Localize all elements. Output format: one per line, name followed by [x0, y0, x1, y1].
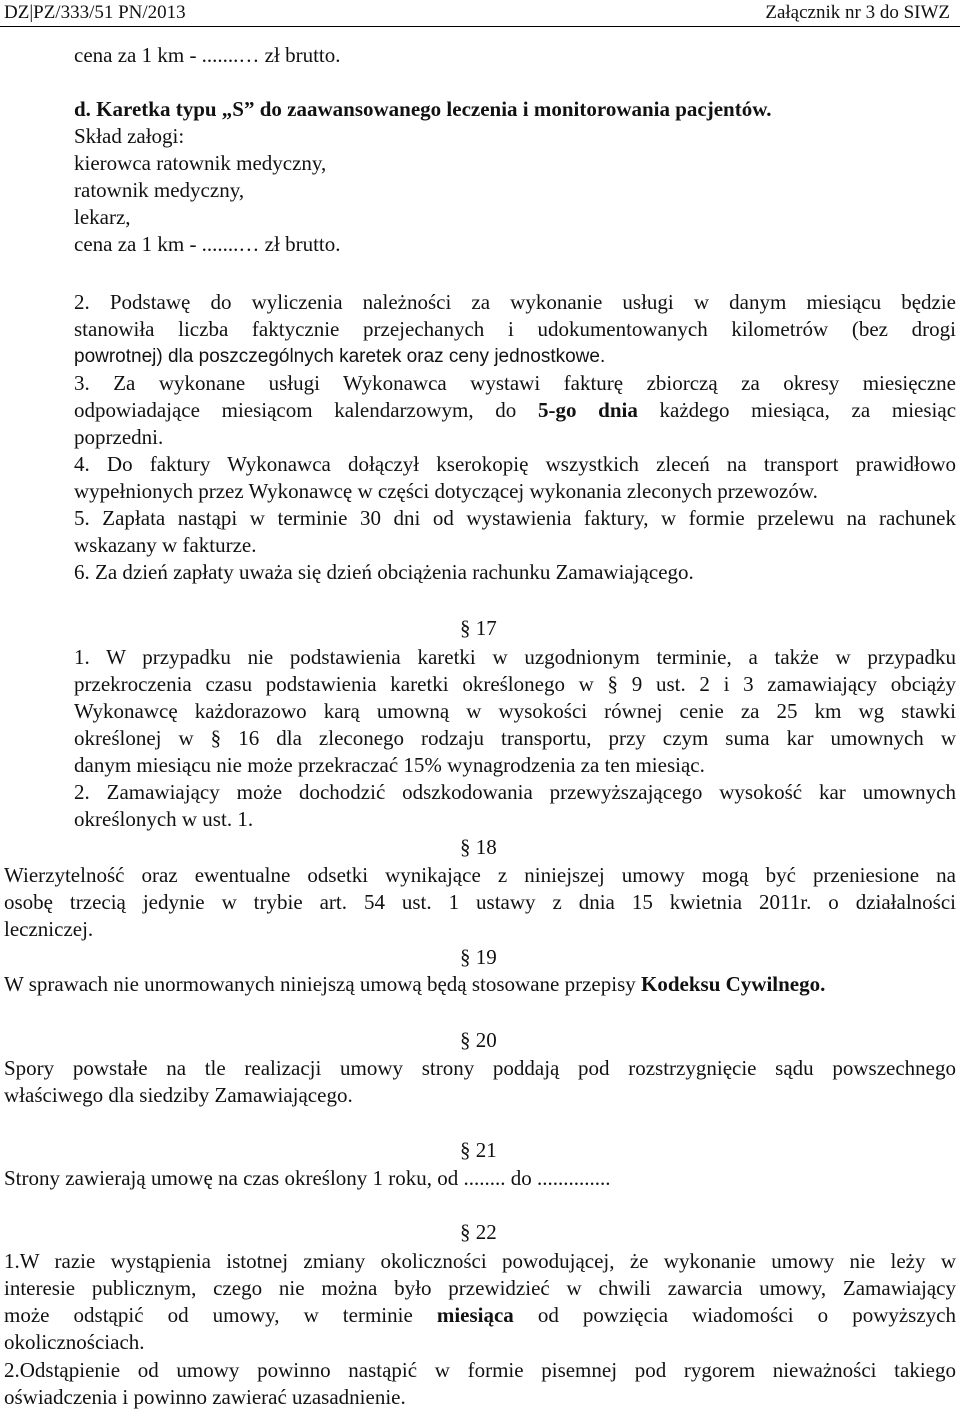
para-6: 6. Za dzień zapłaty uważa się dzień obciążenia rachunku Zamawiającego. [74, 560, 694, 584]
deadline-emphasis: 5-go dnia [537, 398, 638, 422]
s22-line-5: 2.Odstąpienie od umowy powinno nastąpić w formie pisemnej pod rygorem nieważności takiego [4, 1358, 956, 1382]
crew-label: Skład załogi: [74, 124, 185, 148]
para-5-line-1: 5. Zapłata nastąpi w terminie 30 dni od wystawienia faktury, w formie przelewu na rachunek [74, 506, 956, 530]
s17-line-1: 1. W przypadku nie podstawienia karetki w uzgodnionym terminie, a także w przypadku [74, 645, 956, 669]
s17-line-6: 2. Zamawiający może dochodzić odszkodowania przewyższającego wysokość kar umownych [74, 780, 956, 804]
s22-line-6: oświadczenia i powinno zawierać uzasadnienie. [4, 1385, 406, 1409]
page-header [0, 0, 960, 27]
s19-line-1: W sprawach nie unormowanych niniejszą umową będą stosowane przepisy Kodeksu Cywilnego. [4, 972, 826, 996]
attachment-label: Załącznik nr 3 do SIWZ [765, 2, 950, 23]
section-21-heading: § 21 [460, 1138, 497, 1162]
s17-line-7: określonych w ust. 1. [74, 807, 254, 831]
s21-line-1: Strony zawierają umowę na czas określony 1 roku, od ........ do .............. [4, 1166, 611, 1190]
s22-line-4: okolicznościach. [4, 1330, 145, 1354]
para-3-line-2: odpowiadające miesiącom kalendarzowym, do 5-go dnia każdego miesiąca, za miesiąc [74, 398, 957, 422]
para-3-line-1: 3. Za wykonane usługi Wykonawca wystawi fakturę zbiorczą za okresy miesięczne [74, 371, 956, 395]
term-emphasis: miesiąca [436, 1303, 514, 1327]
para-4-line-1: 4. Do faktury Wykonawca dołączył kserokopię wszystkich zleceń na transport prawidłowo [74, 452, 956, 476]
price-line-c: cena za 1 km - .......… zł brutto. [74, 43, 341, 67]
civil-code-emphasis: Kodeksu Cywilnego. [641, 972, 826, 996]
para-3-line-3: poprzedni. [74, 425, 164, 449]
s18-line-3: leczniczej. [4, 917, 94, 941]
para-2-line-2: stanowiła liczba faktycznie przejechanych i udokumentowanych kilometrów (bez drogi [74, 317, 956, 341]
price-line-d: cena za 1 km - .......… zł brutto. [74, 232, 341, 256]
document-reference: DZ|PZ/333/51 PN/2013 [4, 2, 186, 23]
s22-line-1: 1.W razie wystąpienia istotnej zmiany okoliczności powodującej, że wykonanie umowy nie leży w [4, 1249, 956, 1273]
s18-line-2: osobę trzecią jedynie w trybie art. 54 ust. 1 ustawy z dnia 15 kwietnia 2011r. o działalności [4, 890, 956, 914]
s20-line-2: właściwego dla siedziby Zamawiającego. [4, 1083, 353, 1107]
crew-paramedic: ratownik medyczny, [74, 178, 245, 202]
para-2-line-3: powrotnej) dla poszczególnych karetek oraz ceny jednostkowe. [74, 346, 606, 367]
crew-driver: kierowca ratownik medyczny, [74, 151, 327, 175]
section-18-heading: § 18 [460, 835, 497, 859]
section-19-heading: § 19 [460, 945, 497, 969]
para-2-line-1: 2. Podstawę do wyliczenia należności za wykonanie usługi w danym miesiącu będzie [74, 290, 956, 314]
s17-line-2: przekroczenia czasu podstawienia karetki określonego w § 9 ust. 2 i 3 zamawiający obciąży [74, 672, 956, 696]
crew-doctor: lekarz, [74, 205, 131, 229]
s18-line-1: Wierzytelność oraz ewentualne odsetki wynikające z niniejszej umowy mogą być przeniesione na [4, 863, 956, 887]
s17-line-5: danym miesiącu nie może przekraczać 15% wynagrodzenia za ten miesiąc. [74, 753, 705, 777]
para-4-line-2: wypełnionych przez Wykonawcę w części dotyczącej wykonania zleconych przewozów. [74, 479, 818, 503]
section-20-heading: § 20 [460, 1028, 497, 1052]
s22-line-2: interesie publicznym, czego nie można było przewidzieć w chwili zawarcia umowy, Zamawiający [4, 1276, 956, 1300]
s22-line-3: może odstąpić od umowy, w terminie miesiąca od powzięcia wiadomości o powyższych [4, 1303, 956, 1327]
s17-line-3: Wykonawcę każdorazowo karą umowną w wysokości równej cenie za 25 km wg stawki [74, 699, 956, 723]
para-5-line-2: wskazany w fakturze. [74, 533, 257, 557]
section-17-heading: § 17 [460, 616, 497, 640]
section-22-heading: § 22 [460, 1220, 497, 1244]
s20-line-1: Spory powstałe na tle realizacji umowy strony poddają pod rozstrzygnięcie sądu powszechnego [4, 1056, 956, 1080]
ambulance-s-heading: d. Karetka typu „S” do zaawansowanego leczenia i monitorowania pacjentów. [74, 97, 772, 121]
s17-line-4: określonej w § 16 dla zleconego rodzaju transportu, przy czym suma kar umownych w [74, 726, 956, 750]
